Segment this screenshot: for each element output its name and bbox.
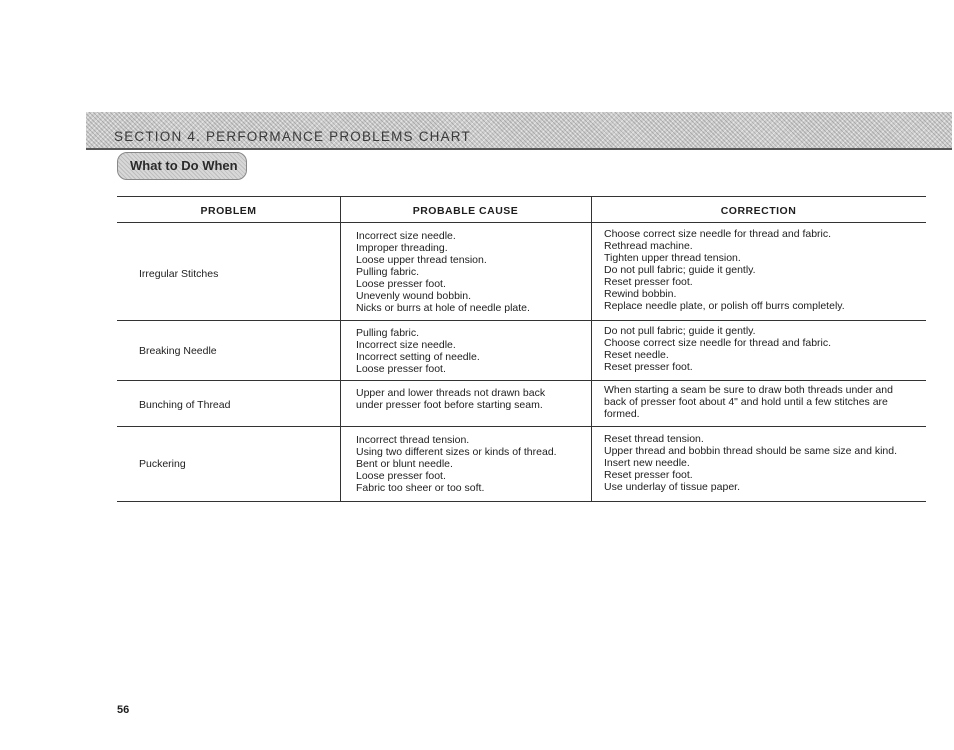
row-divider <box>117 426 926 427</box>
problem-cell: Bunching of Thread <box>139 399 231 411</box>
correction-cell: Do not pull fabric; guide it gently. Choose correct size needle for thread and fabric. Reset needle. Reset presser foot. <box>604 325 832 373</box>
section-title: SECTION 4. PERFORMANCE PROBLEMS CHART <box>114 129 471 144</box>
problem-cell: Puckering <box>139 458 186 470</box>
cause-cell: Upper and lower threads not drawn back under presser foot before starting seam. <box>356 387 546 411</box>
row-divider <box>117 320 926 321</box>
subsection-tab <box>117 152 247 180</box>
correction-cell: When starting a seam be sure to draw both threads under and back of presser foot about 4" and hold until a few stitches are formed. <box>604 384 893 420</box>
header-probable-cause: PROBABLE CAUSE <box>412 205 519 217</box>
problem-cell: Irregular Stitches <box>139 268 219 280</box>
header-rule <box>117 222 926 223</box>
section-banner <box>86 112 952 150</box>
subsection-tab-label: What to Do When <box>130 158 238 173</box>
page-number: 56 <box>117 704 130 716</box>
table-bottom-rule <box>117 501 926 502</box>
problem-cell: Breaking Needle <box>139 345 217 357</box>
row-divider <box>117 380 926 381</box>
header-correction: CORRECTION <box>720 205 797 217</box>
table-top-rule <box>117 196 926 197</box>
cause-cell: Incorrect size needle. Improper threading. Loose upper thread tension. Pulling fabric. Loose presser foot. Unevenly wound bobbin. Nicks or burrs at hole of needle plate. <box>356 230 530 314</box>
correction-cell: Choose correct size needle for thread and fabric. Rethread machine. Tighten upper thread tension. Do not pull fabric; guide it gently. Reset presser foot. Rewind bobbin. Replace needle plate, or polish off burrs completely. <box>604 228 845 312</box>
header-problem: PROBLEM <box>200 205 257 217</box>
correction-cell: Reset thread tension. Upper thread and bobbin thread should be same size and kind. Insert new needle. Reset presser foot. Use underlay of tissue paper. <box>604 433 898 493</box>
cause-cell: Incorrect thread tension. Using two different sizes or kinds of thread. Bent or blunt needle. Loose presser foot. Fabric too sheer or too soft. <box>356 434 557 494</box>
column-divider <box>591 196 592 502</box>
cause-cell: Pulling fabric. Incorrect size needle. Incorrect setting of needle. Loose presser foot. <box>356 327 480 375</box>
column-divider <box>340 196 341 502</box>
